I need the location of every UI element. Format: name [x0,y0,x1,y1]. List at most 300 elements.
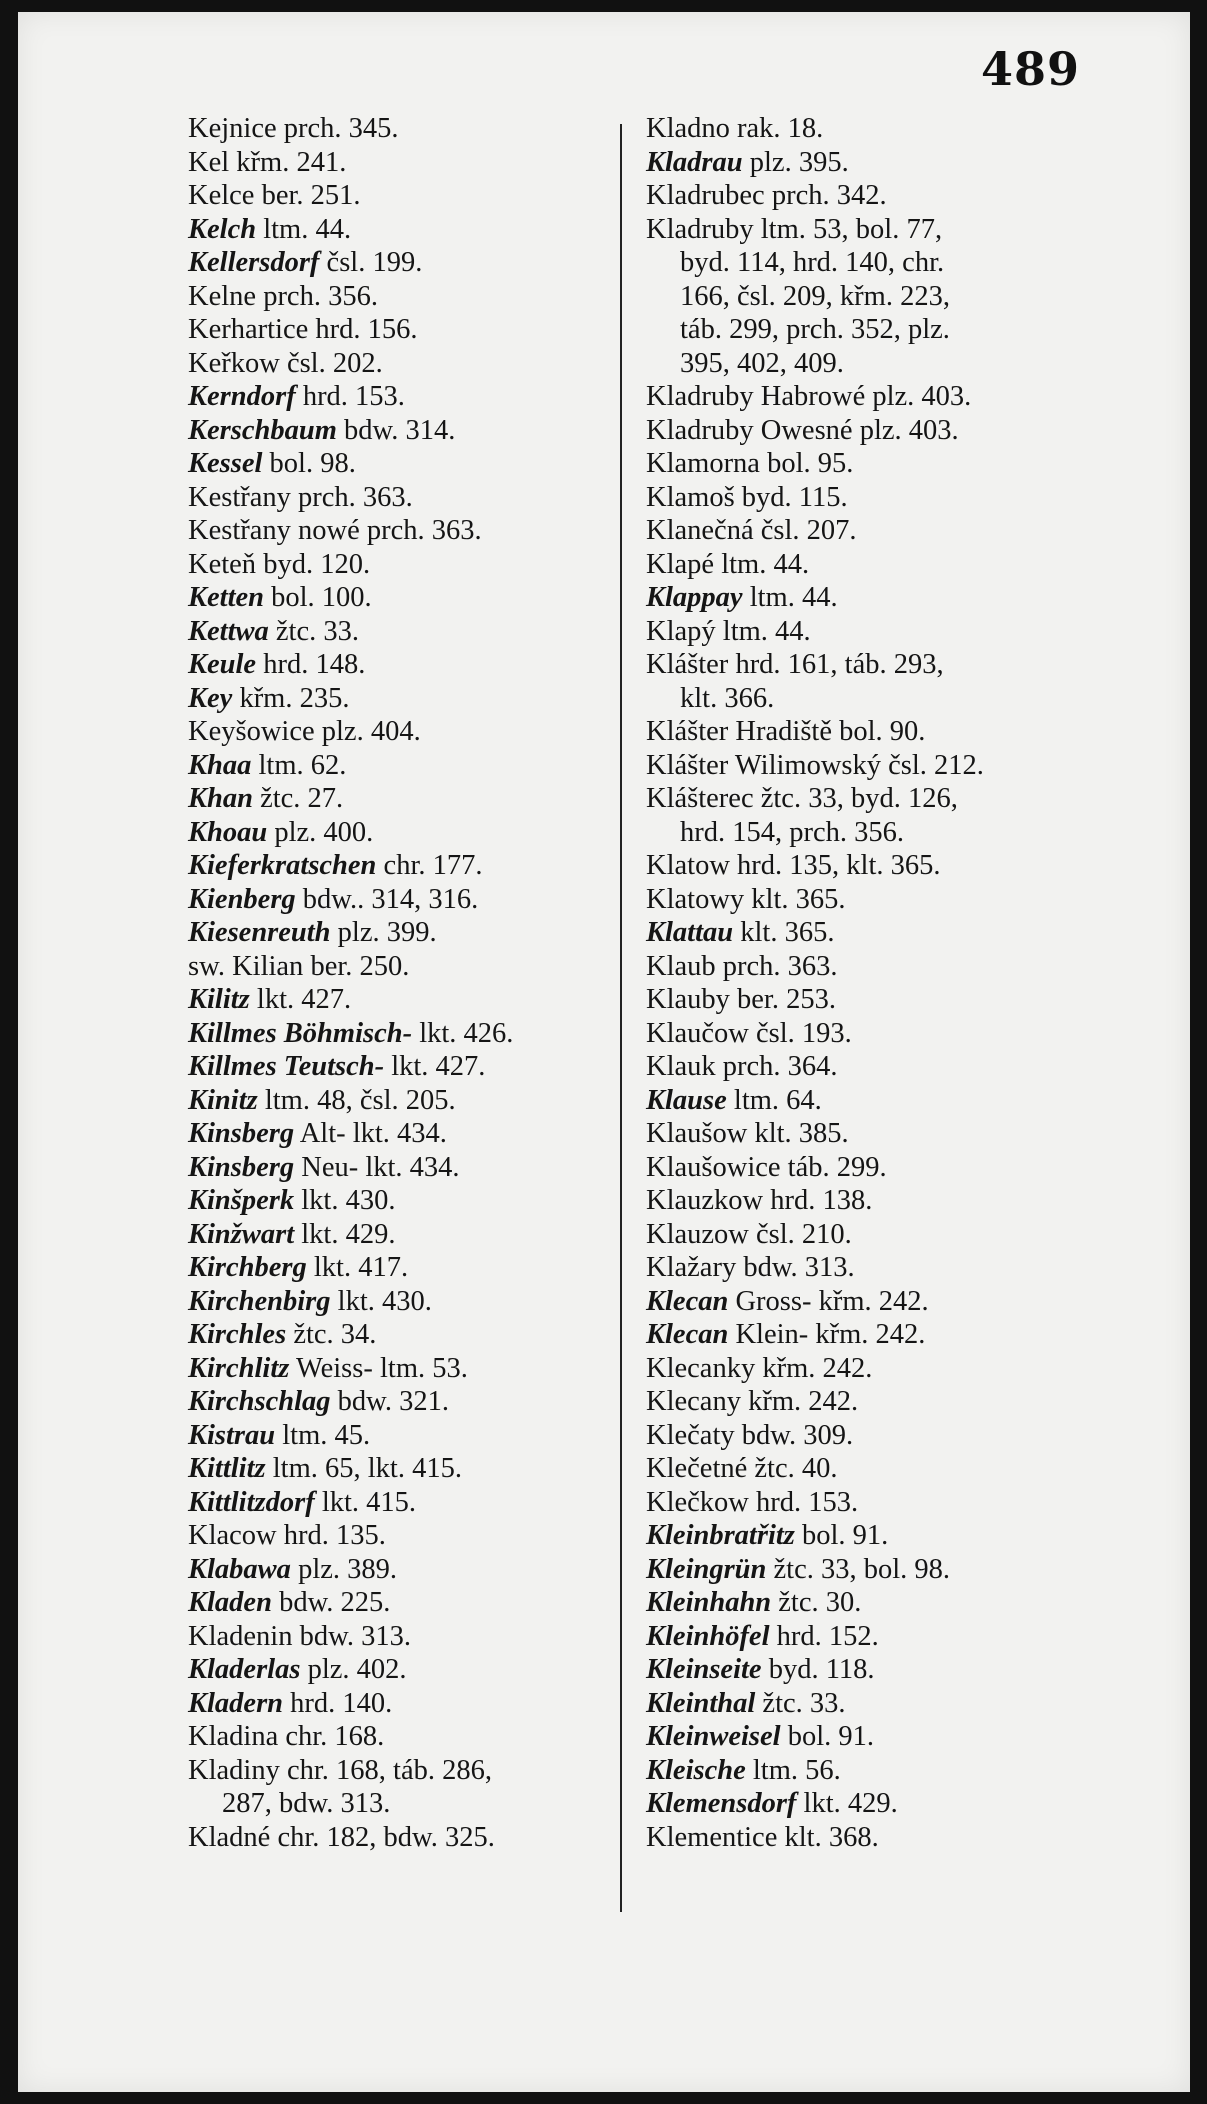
index-entry [188,950,628,984]
index-entry [188,1821,628,1855]
entry-reference: křm. 242. [748,1386,859,1417]
index-entry [188,1084,628,1118]
index-entry [188,1452,628,1486]
index-entry [188,313,628,347]
entry-headword: Kleingrün [646,1553,767,1585]
index-entry [646,179,1096,213]
entry-headword: Kelne [188,280,257,312]
entry-reference: žtc. 33, byd. 126, [760,783,958,814]
index-entry [646,1318,1096,1352]
entry-reference-continuation: 395, 402, 409. [680,347,844,379]
entry-reference: ltm. 65, lkt. 415. [272,1453,462,1484]
index-entry [646,1184,1096,1218]
left-column [188,112,628,1854]
index-entry [646,1084,1096,1118]
index-entry [646,1586,1096,1620]
index-entry [188,983,628,1017]
entry-reference: klt. 365. [740,917,835,948]
entry-reference: byd. 118. [768,1654,875,1685]
entry-reference: ltm. 44. [722,615,811,647]
entry-headword: Kerndorf [188,381,296,412]
index-entry [646,1285,1096,1319]
index-entry [646,1687,1096,1721]
index-entry [188,347,628,381]
entry-reference: chr. 168, táb. 286, [286,1754,492,1786]
entry-reference: křm. 241. [236,146,347,178]
entry-headword: Klauzow [646,1218,749,1250]
entry-reference: čsl. 202. [286,347,383,379]
entry-reference: čsl. 212. [888,749,984,781]
entry-reference: plz. 399. [337,917,437,948]
index-entry [646,481,1096,515]
entry-reference: klt. 368. [784,1821,879,1853]
entry-headword: Kirchlitz [188,1352,290,1384]
index-entry [188,380,628,414]
entry-headword: Klacow [188,1520,277,1551]
entry-reference: byd. 115. [741,481,848,513]
entry-headword: Kel [188,146,230,178]
entry-headword: Klapé [646,548,715,580]
entry-headword: Kestřany [188,481,291,513]
entry-headword: sw. Kilian [188,950,304,982]
index-entry [646,648,1096,715]
entry-headword: Kittlitz [188,1453,266,1484]
entry-reference: hrd. 152. [776,1620,879,1652]
entry-headword: Kinžwart [188,1218,295,1250]
index-entry [646,213,1096,381]
entry-headword: Keřkow [188,347,280,379]
index-entry [188,1050,628,1084]
index-entry [188,916,628,950]
index-entry [646,883,1096,917]
index-entry [646,916,1096,950]
entry-headword: Klaučow [646,1017,749,1049]
entry-reference: plz. 403. [872,381,972,412]
entry-reference: bdw. 309. [741,1419,854,1451]
entry-headword: Kessel [188,448,263,479]
index-entry [646,1452,1096,1486]
entry-headword: Kladina [188,1721,279,1752]
index-entry [646,447,1096,481]
entry-reference: žtc. 30. [778,1587,862,1618]
index-entry [188,1318,628,1352]
index-entry [188,816,628,850]
entry-headword: Kirchenbirg [188,1285,331,1317]
index-entry [188,715,628,749]
entry-reference: čsl. 199. [326,247,423,278]
entry-reference: bol. 95. [767,448,854,479]
entry-headword: Kladiny [188,1754,280,1786]
entry-headword: Kinitz [188,1084,258,1116]
entry-headword: Klamoš [646,481,735,513]
index-entry [646,1653,1096,1687]
entry-reference: ltm. 44. [749,582,838,613]
index-entry [188,1151,628,1185]
entry-reference: prch. 363. [298,481,413,513]
index-entry [188,1184,628,1218]
entry-reference: bdw. 313. [299,1620,411,1652]
index-entry [188,615,628,649]
index-entry [188,1419,628,1453]
entry-reference: chr. 182, bdw. 325. [277,1821,495,1853]
entry-reference: klt. 365. [751,883,846,915]
entry-reference-continuation: klt. 366. [680,682,775,714]
entry-headword: Klause [646,1084,727,1116]
index-entry [646,1720,1096,1754]
index-entry [646,849,1096,883]
entry-reference: hrd. 153. [756,1486,859,1518]
entry-headword: Kirchberg [188,1252,307,1283]
entry-headword: Khaa [188,749,252,781]
entry-reference: křm. 235. [239,682,350,714]
entry-reference: hrd. 135, klt. 365. [737,850,941,881]
entry-headword: Klapý [646,615,716,647]
entry-reference: bol. 91. [787,1721,875,1752]
index-entry [646,581,1096,615]
entry-reference: prch. 363. [366,515,482,546]
index-entry [188,179,628,213]
index-entry [646,1553,1096,1587]
index-entry [646,782,1096,849]
entry-reference: prch. 345. [283,113,399,144]
index-entry [188,246,628,280]
entry-reference: ltm. 44. [263,213,352,245]
entry-reference: lkt. 426. [419,1017,514,1049]
entry-headword: Kestřany nowé [188,515,360,546]
entry-headword: Kejnice [188,113,277,144]
index-entry [646,1218,1096,1252]
index-entry [188,280,628,314]
entry-headword: Killmes Böhmisch- [188,1017,413,1049]
entry-headword: Kleinhahn [646,1587,772,1618]
entry-headword: Kladen [188,1587,272,1618]
entry-reference: hrd. 156. [315,314,418,345]
entry-reference: žtc. 33. [275,615,359,647]
index-entry [188,213,628,247]
entry-headword: Klamorna [646,448,760,479]
index-entry [188,1553,628,1587]
entry-reference: čsl. 207. [760,515,857,546]
entry-headword: Klatow [646,850,730,881]
index-entry [188,112,628,146]
entry-reference: ltm. 56. [752,1754,841,1786]
entry-reference: hrd. 140. [290,1687,393,1719]
index-entry [646,1017,1096,1051]
entry-headword: Kladrau [646,146,743,178]
index-entry [646,414,1096,448]
entry-headword: Kleinbratřitz [646,1520,795,1551]
index-entry [188,1754,628,1821]
index-entry [646,1419,1096,1453]
column-divider [620,124,622,1912]
index-entry [188,648,628,682]
entry-reference: lkt. 427. [256,984,352,1015]
index-entry [646,548,1096,582]
entry-reference: ber. 250. [310,950,410,982]
index-entry [646,1117,1096,1151]
index-entry [188,548,628,582]
entry-reference: plz. 403. [859,414,959,446]
entry-reference: byd. 120. [263,548,371,580]
entry-reference: hrd. 135. [283,1520,386,1551]
index-entry [188,782,628,816]
index-entry [188,1385,628,1419]
entry-reference: lkt. 427. [391,1051,486,1082]
entry-reference-continuation: byd. 114, hrd. 140, chr. [680,247,945,278]
index-entry [646,112,1096,146]
entry-headword: Klatowy [646,883,745,915]
entry-headword: Khoau [188,816,268,848]
entry-reference: bdw. 313. [743,1252,855,1283]
entry-reference: lkt. 415. [321,1486,417,1518]
entry-reference: plz. 404. [321,716,421,747]
entry-headword: Kelce [188,180,255,211]
entry-headword: Ketten [188,582,264,613]
entry-headword: Kinsberg [188,1118,295,1149]
entry-reference-continuation: 287, bdw. 313. [222,1788,391,1819]
entry-headword: Kladruby Habrowé [646,381,866,412]
entry-headword: Kinšperk [188,1185,295,1216]
entry-reference: ltm. 48, čsl. 205. [264,1084,456,1116]
entry-reference: ltm. 64. [733,1084,822,1116]
entry-reference: lkt. 429. [301,1218,396,1250]
index-entry [188,749,628,783]
entry-headword: Kladno [646,113,730,144]
book-page [18,12,1190,2092]
index-entry [188,1218,628,1252]
entry-headword: Kladruby Owesné [646,414,853,446]
index-entry [646,1519,1096,1553]
index-entry [188,146,628,180]
entry-headword: Klaušowice [646,1151,781,1183]
index-entry [646,1385,1096,1419]
entry-reference: prch. 364. [722,1051,838,1082]
entry-reference: Neu- lkt. 434. [301,1151,460,1183]
index-entry [646,146,1096,180]
entry-headword: Kirchschlag [188,1386,331,1417]
entry-headword: Klečkow [646,1486,749,1518]
entry-reference-continuation: 166, čsl. 209, křm. 223, [680,280,950,312]
index-entry [188,1017,628,1051]
entry-headword: Kirchles [188,1319,287,1350]
entry-headword: Kleinweisel [646,1721,781,1752]
entry-headword: Klauk [646,1051,716,1082]
index-entry [188,849,628,883]
index-entry [188,1586,628,1620]
entry-reference-continuation: hrd. 154, prch. 356. [680,816,905,848]
index-entry [188,1352,628,1386]
entry-reference: lkt. 417. [313,1252,409,1283]
entry-reference: plz. 402. [307,1654,407,1685]
entry-headword: Kleinseite [646,1654,762,1685]
index-entry [188,414,628,448]
entry-headword: Kladné [188,1821,271,1853]
entry-headword: Kleinhöfel [646,1620,770,1652]
entry-headword: Kelch [188,213,257,245]
entry-headword: Klecanky [646,1352,756,1384]
entry-reference: ber. 253. [737,984,836,1015]
right-column [646,112,1096,1854]
entry-reference: ltm. 53, bol. 77, [760,213,943,245]
entry-headword: Kieferkratschen [188,850,377,881]
index-entry [188,1486,628,1520]
index-entry [188,1720,628,1754]
entry-reference: bol. 91. [802,1520,889,1551]
entry-reference: lkt. 430. [337,1285,432,1317]
index-entry [188,1251,628,1285]
entry-headword: Klášterec [646,783,754,814]
entry-headword: Klementice [646,1821,778,1853]
index-entry [646,1151,1096,1185]
entry-reference: Gross- křm. 242. [735,1285,929,1317]
entry-reference: prch. 356. [263,280,378,312]
index-entry [188,682,628,716]
entry-reference: chr. 168. [285,1721,385,1752]
entry-reference: žtc. 40. [754,1453,838,1484]
entry-headword: Kladerlas [188,1654,301,1685]
entry-reference: bdw. 225. [279,1587,391,1618]
index-entry [646,1821,1096,1855]
index-entry [188,481,628,515]
entry-reference: hrd. 138. [770,1185,873,1216]
entry-reference: bdw. 321. [337,1386,450,1417]
entry-reference: Klein- křm. 242. [735,1319,926,1350]
entry-reference: hrd. 161, táb. 293, [735,649,944,680]
entry-headword: Keule [188,649,257,680]
entry-reference: bol. 100. [271,582,372,613]
index-entry [188,1117,628,1151]
entry-headword: Klášter Hradiště [646,716,832,747]
index-entry [188,1620,628,1654]
entry-headword: Kladrubec [646,180,765,211]
index-entry [646,514,1096,548]
index-entry [646,1486,1096,1520]
entry-reference: táb. 299. [787,1151,887,1183]
entry-headword: Key [188,682,233,714]
entry-headword: Klecan [646,1285,729,1317]
entry-reference: klt. 385. [754,1118,849,1149]
entry-headword: Klattau [646,917,734,948]
entry-headword: Klečaty [646,1419,735,1451]
entry-headword: Kleische [646,1754,746,1786]
index-entry [188,1519,628,1553]
index-entry [188,1687,628,1721]
entry-headword: Kleinthal [646,1687,756,1719]
entry-headword: Klášter Wilimowský [646,749,882,781]
entry-headword: Kladruby [646,213,754,245]
index-entry [188,1285,628,1319]
entry-headword: Klanečná [646,515,754,546]
entry-reference: žtc. 33, bol. 98. [773,1553,951,1585]
entry-reference: žtc. 33. [762,1687,846,1719]
entry-headword: Klaušow [646,1118,748,1149]
entry-reference: bol. 98. [269,448,356,479]
entry-reference: žtc. 27. [260,783,344,814]
entry-headword: Kilitz [188,984,250,1015]
entry-headword: Kerschbaum [188,414,337,446]
entry-headword: Klecany [646,1386,741,1417]
entry-reference: ltm. 62. [258,749,347,781]
entry-reference: Alt- lkt. 434. [299,1118,447,1149]
entry-reference: ber. 251. [261,180,361,211]
entry-headword: Kellersdorf [188,247,320,278]
entry-reference: čsl. 193. [756,1017,852,1049]
entry-reference: hrd. 148. [263,649,366,680]
index-entry [188,1653,628,1687]
entry-reference: čsl. 210. [756,1218,852,1250]
entry-headword: Kinsberg [188,1151,295,1183]
index-entry [646,615,1096,649]
entry-reference: plz. 389. [298,1553,398,1585]
entry-reference: křm. 242. [762,1352,873,1384]
index-entry [646,1352,1096,1386]
entry-headword: Klečetné [646,1453,748,1484]
index-entry [188,581,628,615]
index-entry [646,950,1096,984]
entry-reference: lkt. 429. [803,1788,898,1819]
entry-reference: bdw. 314. [344,414,456,446]
entry-reference: prch. 363. [722,950,838,982]
page-number: 489 [980,42,1080,96]
entry-reference: lkt. 430. [301,1185,396,1216]
entry-reference: ltm. 44. [721,548,810,580]
entry-headword: Kladern [188,1687,284,1719]
index-entry [646,380,1096,414]
index-entry [646,715,1096,749]
entry-headword: Kienberg [188,883,296,915]
index-entry [188,447,628,481]
entry-reference: plz. 395. [749,146,849,178]
entry-headword: Khan [188,783,253,814]
entry-reference: ltm. 45. [282,1419,371,1451]
entry-headword: Klauzkow [646,1185,764,1216]
index-entry [646,1050,1096,1084]
index-entry [646,1754,1096,1788]
entry-headword: Kiesenreuth [188,917,331,948]
entry-headword: Klappay [646,582,743,613]
entry-reference: bdw.. 314, 316. [302,883,479,915]
index-entry [646,1251,1096,1285]
entry-headword: Klauby [646,984,730,1015]
entry-headword: Klecan [646,1319,729,1350]
index-entry [646,1620,1096,1654]
entry-reference: Weiss- ltm. 53. [296,1352,468,1384]
entry-reference: prch. 342. [771,180,887,211]
entry-reference: rak. 18. [737,113,824,144]
entry-headword: Kettwa [188,615,269,647]
entry-reference: žtc. 34. [293,1319,377,1350]
entry-headword: Klažary [646,1252,737,1283]
entry-headword: Kerhartice [188,314,309,345]
index-entry [646,1787,1096,1821]
entry-headword: Kistrau [188,1419,276,1451]
entry-headword: Klabawa [188,1553,291,1585]
entry-reference: plz. 400. [274,816,374,848]
entry-headword: Kittlitzdorf [188,1486,315,1518]
index-entry [646,983,1096,1017]
index-entry [646,749,1096,783]
entry-headword: Klemensdorf [646,1788,797,1819]
index-entry [188,883,628,917]
entry-reference: hrd. 153. [302,381,405,412]
entry-headword: Klášter [646,649,729,680]
entry-headword: Killmes Teutsch- [188,1051,385,1082]
entry-headword: Keteň [188,548,257,580]
entry-reference: bol. 90. [839,716,926,747]
entry-headword: Keyšowice [188,716,315,747]
entry-reference: chr. 177. [383,850,483,881]
index-entry [188,514,628,548]
